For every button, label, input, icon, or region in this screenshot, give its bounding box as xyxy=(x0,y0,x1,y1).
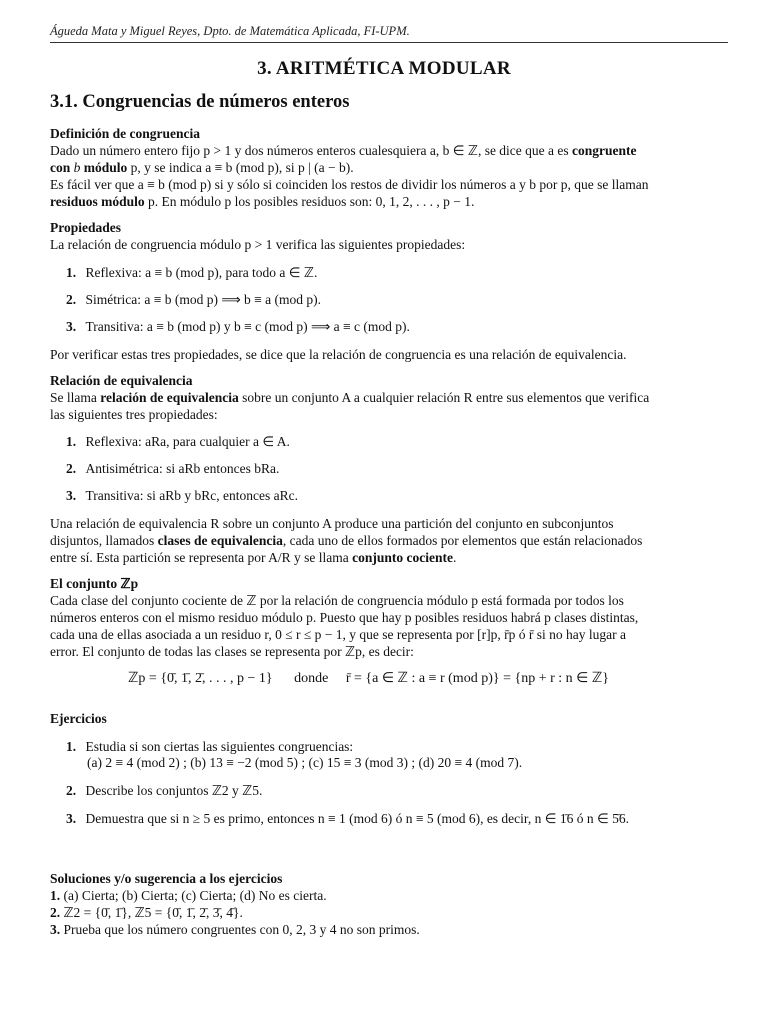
definition-term-modulo: módulo xyxy=(83,160,128,175)
zp-formula xyxy=(128,670,609,687)
definition-term-con: con xyxy=(50,160,71,175)
zp-line-4: error. El conjunto de todas las clases se representa por ℤp, es decir: xyxy=(50,644,414,659)
definition-line-2 xyxy=(50,159,354,176)
definition-line-1 xyxy=(50,142,637,159)
equivalence-item-2 xyxy=(66,460,279,477)
properties-intro: La relación de congruencia módulo p > 1 verifica las siguientes propiedades: xyxy=(50,237,466,252)
property-item-1 xyxy=(66,264,317,281)
solution-line-3 xyxy=(50,921,420,938)
zp-formula-right: r̄ = {a ∈ ℤ : a ≡ r (mod p)} = {np + r : n ∈ ℤ} xyxy=(345,671,609,686)
definition-heading: Definición de congruencia xyxy=(50,126,200,141)
equivalence-line-1-b: sobre un conjunto A a cualquier relación R entre sus elementos que verifica xyxy=(242,390,650,405)
solution-text: Prueba que los número congruentes con 0, 2, 3 y 4 no son primos. xyxy=(63,922,420,937)
equivalence-line-1-a: Se llama xyxy=(50,390,97,405)
running-header: Águeda Mata y Miguel Reyes, Dpto. de Matemática Aplicada, FI-UPM. xyxy=(50,24,410,38)
exercises-heading: Ejercicios xyxy=(50,711,107,726)
exercise-number: 1. xyxy=(66,739,77,754)
property-number: 3. xyxy=(66,319,77,334)
exercise-number: 2. xyxy=(66,783,77,798)
zp-heading: El conjunto ℤp xyxy=(50,576,139,591)
equivalence-line-2: las siguientes tres propiedades: xyxy=(50,407,218,422)
exercise-number: 3. xyxy=(66,811,77,826)
properties-heading: Propiedades xyxy=(50,220,122,235)
partition-line-1: Una relación de equivalencia R sobre un conjunto A produce una partición del conjunto en subconjuntos xyxy=(50,516,614,531)
equivalence-text: Transitiva: si aRb y bRc, entonces aRc. xyxy=(85,488,298,503)
definition-line-3: Es fácil ver que a ≡ b (mod p) si y sólo si coinciden los restos de dividir los números a y b por p, que se llaman xyxy=(50,177,649,192)
zp-formula-donde: donde xyxy=(294,671,329,686)
solution-text: ℤ2 = {0̄, 1̄}, ℤ5 = {0̄, 1̄, 2̄, 3̄, 4̄}. xyxy=(63,905,243,920)
definition-var-b: b xyxy=(73,160,81,175)
partition-line-3 xyxy=(50,549,456,566)
zp-line-2: números enteros con el mismo residuo módulo p. Puesto que hay p posibles residuos habrá p clases distintas, xyxy=(50,610,639,625)
property-item-2 xyxy=(66,291,321,308)
exercise-1-subitems: (a) 2 ≡ 4 (mod 2) ; (b) 13 ≡ −2 (mod 5) ; (c) 15 ≡ 3 (mod 3) ; (d) 20 ≡ 4 (mod 7). xyxy=(87,755,523,770)
exercise-text: Estudia si son ciertas las siguientes congruencias: xyxy=(85,739,354,754)
equivalence-number: 3. xyxy=(66,488,77,503)
section-title: 3.1. Congruencias de números enteros xyxy=(50,92,350,112)
definition-line-4-text: p. En módulo p los posibles residuos son: 0, 1, 2, . . . , p − 1. xyxy=(148,194,475,209)
solutions-heading: Soluciones y/o sugerencia a los ejercicios xyxy=(50,871,283,886)
property-number: 2. xyxy=(66,292,77,307)
zp-formula-left: ℤp = {0̄, 1̄, 2̄, . . . , p − 1} xyxy=(128,671,273,686)
properties-closing: Por verificar estas tres propiedades, se dice que la relación de congruencia es una relación de equivalencia. xyxy=(50,347,627,362)
solution-number: 3. xyxy=(50,922,61,937)
partition-term-quotient: conjunto cociente xyxy=(352,550,454,565)
definition-term-residuos: residuos módulo xyxy=(50,194,145,209)
property-text: Simétrica: a ≡ b (mod p) ⟹ b ≡ a (mod p). xyxy=(85,292,322,307)
definition-line-2-text: p, y se indica a ≡ b (mod p), si p | (a − b). xyxy=(130,160,354,175)
partition-line-2 xyxy=(50,532,642,549)
equivalence-number: 2. xyxy=(66,461,77,476)
zp-line-1: Cada clase del conjunto cociente de ℤ por la relación de congruencia módulo p está formada por todos los xyxy=(50,593,624,608)
solution-number: 2. xyxy=(50,905,61,920)
exercise-item-3 xyxy=(66,810,629,827)
exercise-text: Describe los conjuntos ℤ2 y ℤ5. xyxy=(85,783,263,798)
equivalence-line-1 xyxy=(50,389,649,406)
property-number: 1. xyxy=(66,265,77,280)
equivalence-text: Reflexiva: aRa, para cualquier a ∈ A. xyxy=(85,434,290,449)
partition-line-3-a: entre sí. Esta partición se representa por A/R y se llama xyxy=(50,550,349,565)
solution-line-1 xyxy=(50,887,327,904)
partition-line-3-b: . xyxy=(453,550,457,565)
property-text: Reflexiva: a ≡ b (mod p), para todo a ∈ ℤ. xyxy=(85,265,318,280)
exercise-item-2 xyxy=(66,782,262,799)
exercise-item-1 xyxy=(66,738,353,755)
equivalence-number: 1. xyxy=(66,434,77,449)
equivalence-term: relación de equivalencia xyxy=(100,390,239,405)
definition-term-congruente: congruente xyxy=(572,143,637,158)
solution-number: 1. xyxy=(50,888,61,903)
solution-text: (a) Cierta; (b) Cierta; (c) Cierta; (d) No es cierta. xyxy=(63,888,327,903)
header-rule xyxy=(50,42,728,43)
equivalence-text: Antisimétrica: si aRb entonces bRa. xyxy=(85,461,280,476)
solution-line-2 xyxy=(50,904,243,921)
partition-line-2-b: , cada uno de ellos formados por elementos que están relacionados xyxy=(282,533,643,548)
property-item-3 xyxy=(66,318,410,335)
equivalence-item-3 xyxy=(66,487,298,504)
definition-line-1-text: Dado un número entero fijo p > 1 y dos números enteros cualesquiera a, b ∈ ℤ, se dice que a es xyxy=(50,143,569,158)
exercise-text: Demuestra que si n ≥ 5 es primo, entonces n ≡ 1 (mod 6) ó n ≡ 5 (mod 6), es decir, n ∈ 1̄6 ó n ∈ 5̄6. xyxy=(85,811,630,826)
property-text: Transitiva: a ≡ b (mod p) y b ≡ c (mod p) ⟹ a ≡ c (mod p). xyxy=(85,319,410,334)
zp-line-3: cada una de ellas asociada a un residuo r, 0 ≤ r ≤ p − 1, y que se representa por [r]p, r̄p ó r̄ si no hay lugar a xyxy=(50,627,626,642)
definition-line-4 xyxy=(50,193,474,210)
equivalence-heading: Relación de equivalencia xyxy=(50,373,193,388)
partition-line-2-a: disjuntos, llamados xyxy=(50,533,155,548)
equivalence-item-1 xyxy=(66,433,290,450)
partition-term-classes: clases de equivalencia xyxy=(157,533,283,548)
chapter-title: 3. ARITMÉTICA MODULAR xyxy=(257,58,511,79)
